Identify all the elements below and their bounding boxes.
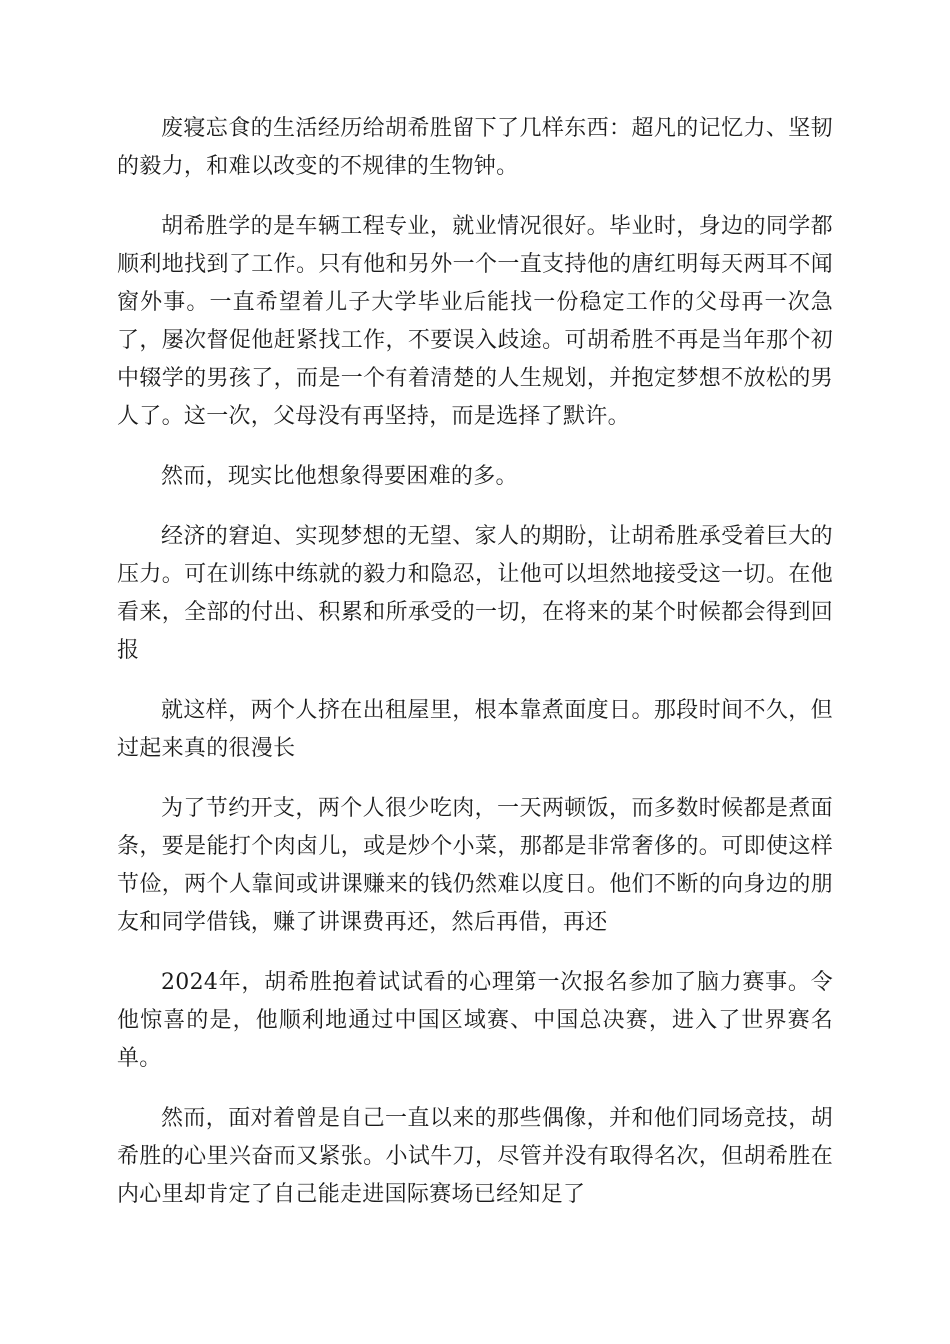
paragraph-7: 2024年，胡希胜抱着试试看的心理第一次报名参加了脑力赛事。令他惊喜的是，他顺利地通过中国区域赛、中国总决赛，进入了世界赛名单。	[117, 970, 833, 1071]
paragraph-5: 就这样，两个人挤在出租屋里，根本靠煮面度日。那段时间不久，但过起来真的很漫长	[117, 698, 833, 761]
paragraph-4: 经济的窘迫、实现梦想的无望、家人的期盼，让胡希胜承受着巨大的压力。可在训练中练就的毅力和隐忍，让他可以坦然地接受这一切。在他看来，全部的付出、积累和所承受的一切，在将来的某个时候都会得到回报	[117, 524, 833, 663]
paragraph-2: 胡希胜学的是车辆工程专业，就业情况很好。毕业时，身边的同学都顺利地找到了工作。只有他和另外一个一直支持他的唐红明每天两耳不闻窗外事。一直希望着儿子大学毕业后能找一份稳定工作的父母再一次急了，屡次督促他赶紧找工作，不要误入歧途。可胡希胜不再是当年那个初中辍学的男孩了，而是一个有着清楚的人生规划，并抱定梦想不放松的男人了。这一次，父母没有再坚持，而是选择了默许。	[117, 214, 833, 429]
paragraph-1: 废寝忘食的生活经历给胡希胜留下了几样东西：超凡的记忆力、坚韧的毅力，和难以改变的不规律的生物钟。	[117, 116, 833, 179]
paragraph-6: 为了节约开支，两个人很少吃肉，一天两顿饭，而多数时候都是煮面条，要是能打个肉卤儿，或是炒个小菜，那都是非常奢侈的。可即使这样节俭，两个人靠间或讲课赚来的钱仍然难以度日。他们不断的向身边的朋友和同学借钱，赚了讲课费再还，然后再借，再还	[117, 796, 833, 935]
paragraph-8: 然而，面对着曾是自己一直以来的那些偶像，并和他们同场竞技，胡希胜的心里兴奋而又紧张。小试牛刀，尽管并没有取得名次，但胡希胜在内心里却肯定了自己能走进国际赛场已经知足了	[117, 1106, 833, 1207]
document-body	[117, 110, 833, 1236]
paragraph-3: 然而，现实比他想象得要困难的多。	[161, 464, 518, 489]
